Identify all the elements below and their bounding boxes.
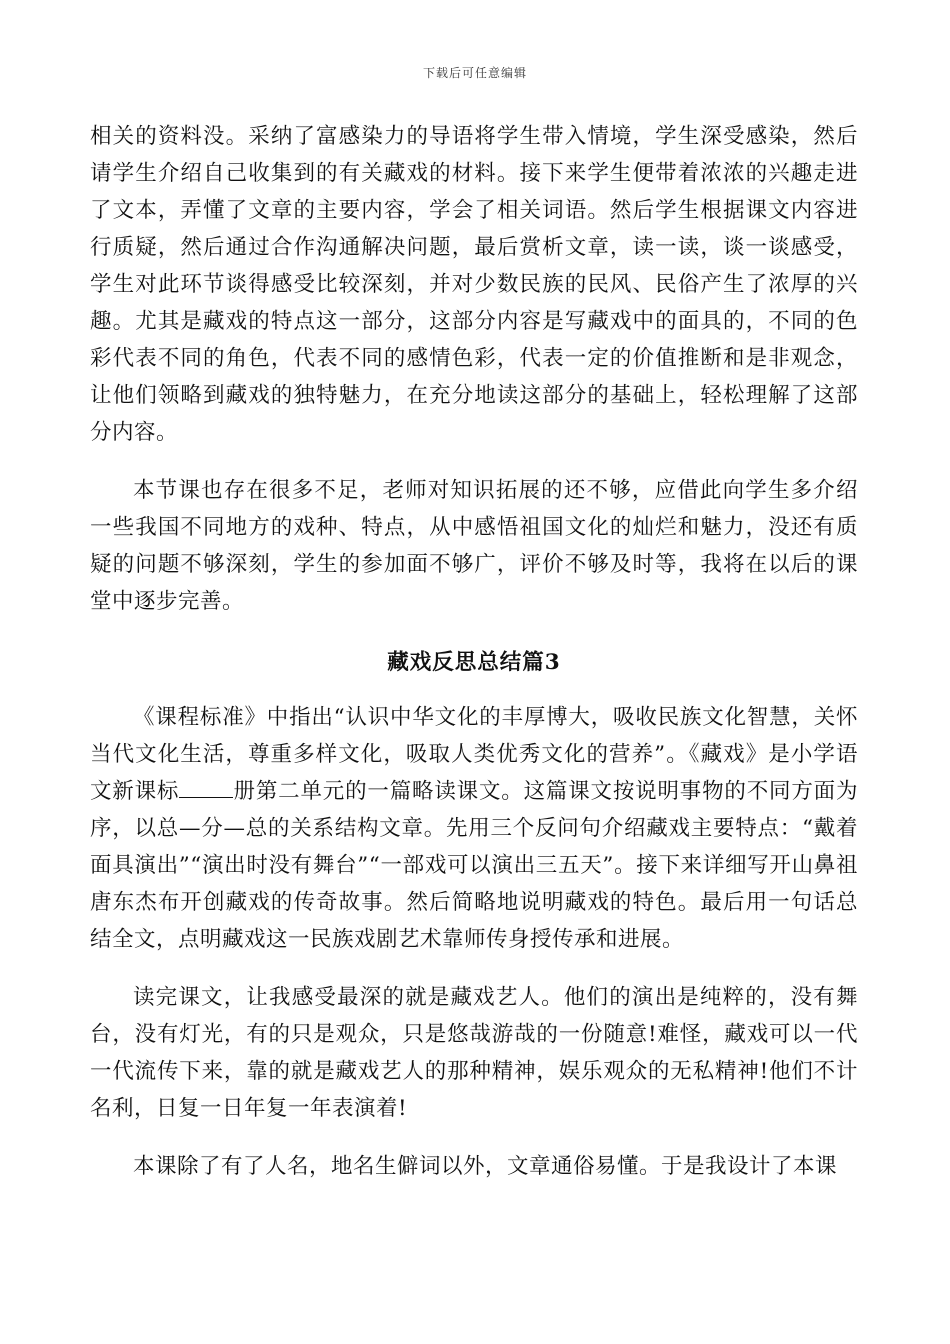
document-body [90,118,858,1185]
paragraph-curriculum [90,699,858,958]
section-title: 藏戏反思总结篇3 [387,650,561,675]
paragraph-curriculum-part2: 册第二单元的一篇略读课文。这篇课文按说明事物的不同方面为序，以总—分—总的关系结构文章。先用三个反问句介绍藏戏主要特点：“戴着面具演出”“演出时没有舞台”“一部戏可以演出三五天”。接下来详细写开山鼻祖唐东杰布开创藏戏的传奇故事。然后简略地说明藏戏的特色。最后用一句话总结全文，点明藏戏这一民族戏剧艺术靠师传身授传承和进展。 [90,779,858,952]
fill-in-blank [179,777,233,798]
paragraph-artists: 读完课文，让我感受最深的就是藏戏艺人。他们的演出是纯粹的，没有舞台，没有灯光，有的只是观众，只是悠哉游哉的一份随意!难怪，藏戏可以一代一代流传下来，靠的就是藏戏艺人的那种精神，娱乐观众的无私精神!他们不计名利，日复一日年复一年表演着! [90,985,858,1121]
paragraph-curriculum-part1: 《课程标准》中指出“认识中华文化的丰厚博大，吸收民族文化智慧，关怀当代文化生活，尊重多样文化，吸取人类优秀文化的营养”。《藏戏》是小学语文新课标 [90,705,858,804]
page-header: 下载后可任意编辑 [422,66,527,80]
paragraph-lesson-design: 本课除了有了人名，地名生僻词以外，文章通俗易懂。于是我设计了本课 [133,1154,838,1179]
paragraph-continuation: 相关的资料没。采纳了富感染力的导语将学生带入情境，学生深受感染，然后请学生介绍自己收集到的有关藏戏的材料。接下来学生便带着浓浓的兴趣走进了文本，弄懂了文章的主要内容，学会了相关词语。然后学生根据课文内容进行质疑，然后通过合作沟通解决问题，最后赏析文章，读一读，谈一谈感受，学生对此环节谈得感受比较深刻，并对少数民族的民风、民俗产生了浓厚的兴趣。尤其是藏戏的特点这一部分，这部分内容是写藏戏中的面具的，不同的色彩代表不同的角色，代表不同的感情色彩，代表一定的价值推断和是非观念，让他们领略到藏戏的独特魅力，在充分地读这部分的基础上，轻松理解了这部分内容。 [90,124,858,445]
paragraph-shortcomings: 本节课也存在很多不足，老师对知识拓展的还不够，应借此向学生多介绍一些我国不同地方的戏种、特点，从中感悟祖国文化的灿烂和魅力，没还有质疑的问题不够深刻，学生的参加面不够广，评价不够及时等，我将在以后的课堂中逐步完善。 [90,478,858,614]
